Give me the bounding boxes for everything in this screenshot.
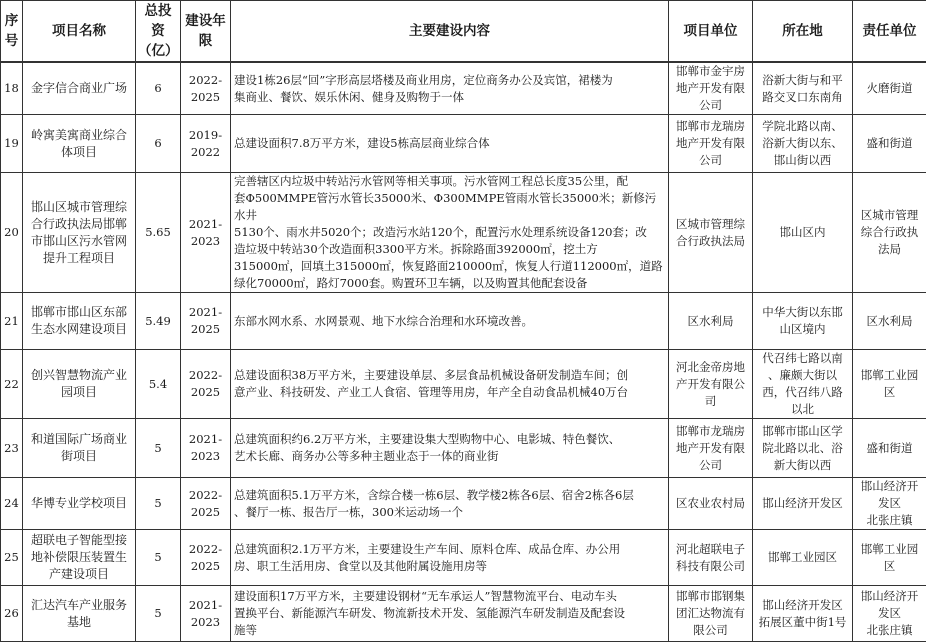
cell-location: 学院北路以南、 浴新大街以东、 邯山街以西	[753, 115, 853, 173]
cell-responsible: 邯山经济开 发区 北张庄镇	[853, 586, 926, 642]
cell-investment: 5.49	[136, 293, 181, 350]
cell-name: 汇达汽车产业服务 基地	[23, 586, 136, 642]
cell-name: 创兴智慧物流产业 园项目	[23, 350, 136, 419]
cell-name: 岭寓美寓商业综合 体项目	[23, 115, 136, 173]
cell-period: 2022- 2025	[181, 530, 231, 586]
cell-unit: 区城市管理综 合行政执法局	[669, 173, 753, 293]
cell-responsible: 火磨街道	[853, 62, 926, 115]
cell-responsible: 区城市管理 综合行政执 法局	[853, 173, 926, 293]
table-row	[1, 350, 926, 419]
cell-name: 超联电子智能型接 地补偿限压装置生 产建设项目	[23, 530, 136, 586]
cell-period: 2022- 2025	[181, 62, 231, 115]
header-responsible: 责任单位	[853, 1, 926, 63]
header-name: 项目名称	[23, 1, 136, 63]
cell-name: 邯郸市邯山区东部 生态水网建设项目	[23, 293, 136, 350]
cell-content: 建设面积17万平方米，主要建设钢材“无车承运人”智慧物流平台、电动车头 置换平台、新能源汽车研发、物流新技术开发、氢能源汽车研发制造及配套设 施等	[231, 586, 669, 642]
cell-no: 20	[1, 173, 23, 293]
cell-name: 金字信合商业广场	[23, 62, 136, 115]
cell-period: 2021- 2023	[181, 419, 231, 478]
cell-responsible: 盛和街道	[853, 115, 926, 173]
cell-content: 总建筑面积2.1万平方米，主要建设生产车间、原料仓库、成品仓库、办公用 房、职工生活用房、食堂以及其他附属设施用房等	[231, 530, 669, 586]
header-unit: 项目单位	[669, 1, 753, 63]
cell-content: 总建设面积7.8万平方米，建设5栋高层商业综合体	[231, 115, 669, 173]
cell-period: 2021- 2023	[181, 173, 231, 293]
cell-unit: 区水利局	[669, 293, 753, 350]
cell-location: 邯山区内	[753, 173, 853, 293]
cell-investment: 5.65	[136, 173, 181, 293]
cell-period: 2022- 2025	[181, 478, 231, 530]
header-location: 所在地	[753, 1, 853, 63]
cell-investment: 5	[136, 419, 181, 478]
cell-no: 21	[1, 293, 23, 350]
table-row	[1, 586, 926, 642]
header-no: 序 号	[1, 1, 23, 63]
cell-period: 2022- 2025	[181, 350, 231, 419]
cell-unit: 邯郸市金宇房 地产开发有限 公司	[669, 62, 753, 115]
cell-responsible: 盛和街道	[853, 419, 926, 478]
cell-name: 华博专业学校项目	[23, 478, 136, 530]
cell-no: 24	[1, 478, 23, 530]
cell-investment: 5	[136, 530, 181, 586]
cell-location: 邯郸市邯山区学 院北路以北、浴 新大街以西	[753, 419, 853, 478]
cell-location: 浴新大街与和平 路交叉口东南角	[753, 62, 853, 115]
cell-period: 2019- 2022	[181, 115, 231, 173]
table-row	[1, 293, 926, 350]
cell-content: 总建设面积38万平方米，主要建设单层、多层食品机械设备研发制造车间；创 意产业、科技研发、产业工人食宿、管理等用房，年产全自动食品机械40万台	[231, 350, 669, 419]
cell-responsible: 区水利局	[853, 293, 926, 350]
cell-unit: 河北金帝房地 产开发有限公 司	[669, 350, 753, 419]
table-header-row	[1, 1, 926, 63]
cell-investment: 5.4	[136, 350, 181, 419]
cell-location: 邯山经济开发区	[753, 478, 853, 530]
header-investment: 总投资 （亿）	[136, 1, 181, 63]
cell-investment: 6	[136, 62, 181, 115]
cell-content: 完善辖区内垃圾中转站污水管网等相关事项。污水管网工程总长度35公里，配 套Φ500MMPE管污水管长35000米、Φ300MMPE管雨水管长35000米；新修污水井 5130个、雨水井5020个；改造污水站120个，配置污水处理系统设备120套；改 造垃圾中转站30个改造面积3300平方米。拆除路面392000㎡，挖土方 315000㎡，回填土315000㎡，恢复路面210000㎡，恢复人行道112000㎡，道路 绿化70000㎡，路灯7000套。购置环卫车辆，以及购置其他配套设备	[231, 173, 669, 293]
table-row	[1, 173, 926, 293]
cell-content: 总建筑面积5.1万平方米，含综合楼一栋6层、教学楼2栋各6层、宿舍2栋各6层 、餐厅一栋、报告厅一栋，300米运动场一个	[231, 478, 669, 530]
cell-no: 18	[1, 62, 23, 115]
table-row	[1, 115, 926, 173]
cell-location: 邯郸工业园区	[753, 530, 853, 586]
cell-investment: 6	[136, 115, 181, 173]
table-row	[1, 419, 926, 478]
header-content: 主要建设内容	[231, 1, 669, 63]
cell-location: 邯山经济开发区 拓展区董中街1号	[753, 586, 853, 642]
cell-no: 19	[1, 115, 23, 173]
cell-responsible: 邯山经济开 发区 北张庄镇	[853, 478, 926, 530]
cell-responsible: 邯郸工业园 区	[853, 350, 926, 419]
cell-unit: 河北超联电子 科技有限公司	[669, 530, 753, 586]
cell-content: 总建筑面积约6.2万平方米，主要建设集大型购物中心、电影城、特色餐饮、 艺术长廊、商务办公等多种主题业态于一体的商业街	[231, 419, 669, 478]
cell-name: 邯山区城市管理综 合行政执法局邯郸 市邯山区污水管网 提升工程项目	[23, 173, 136, 293]
cell-name: 和道国际广场商业 街项目	[23, 419, 136, 478]
cell-period: 2021- 2023	[181, 586, 231, 642]
cell-location: 代召纬七路以南 、廉颇大街以 西，代召纬八路 以北	[753, 350, 853, 419]
cell-no: 22	[1, 350, 23, 419]
cell-content: 建设1栋26层“回”字形高层塔楼及商业用房，定位商务办公及宾馆，裙楼为 集商业、餐饮、娱乐休闲、健身及购物于一体	[231, 62, 669, 115]
cell-location: 中华大街以东邯 山区境内	[753, 293, 853, 350]
cell-no: 26	[1, 586, 23, 642]
cell-investment: 5	[136, 478, 181, 530]
table-row	[1, 62, 926, 115]
cell-investment: 5	[136, 586, 181, 642]
cell-period: 2021- 2025	[181, 293, 231, 350]
cell-no: 25	[1, 530, 23, 586]
cell-unit: 区农业农村局	[669, 478, 753, 530]
table-row	[1, 530, 926, 586]
cell-unit: 邯郸市龙瑞房 地产开发有限 公司	[669, 115, 753, 173]
cell-unit: 邯郸市龙瑞房 地产开发有限 公司	[669, 419, 753, 478]
cell-no: 23	[1, 419, 23, 478]
table-row	[1, 478, 926, 530]
cell-responsible: 邯郸工业园 区	[853, 530, 926, 586]
cell-unit: 邯郸市邯钢集 团汇达物流有 限公司	[669, 586, 753, 642]
header-period: 建设年 限	[181, 1, 231, 63]
cell-content: 东部水网水系、水网景观、地下水综合治理和水环境改善。	[231, 293, 669, 350]
